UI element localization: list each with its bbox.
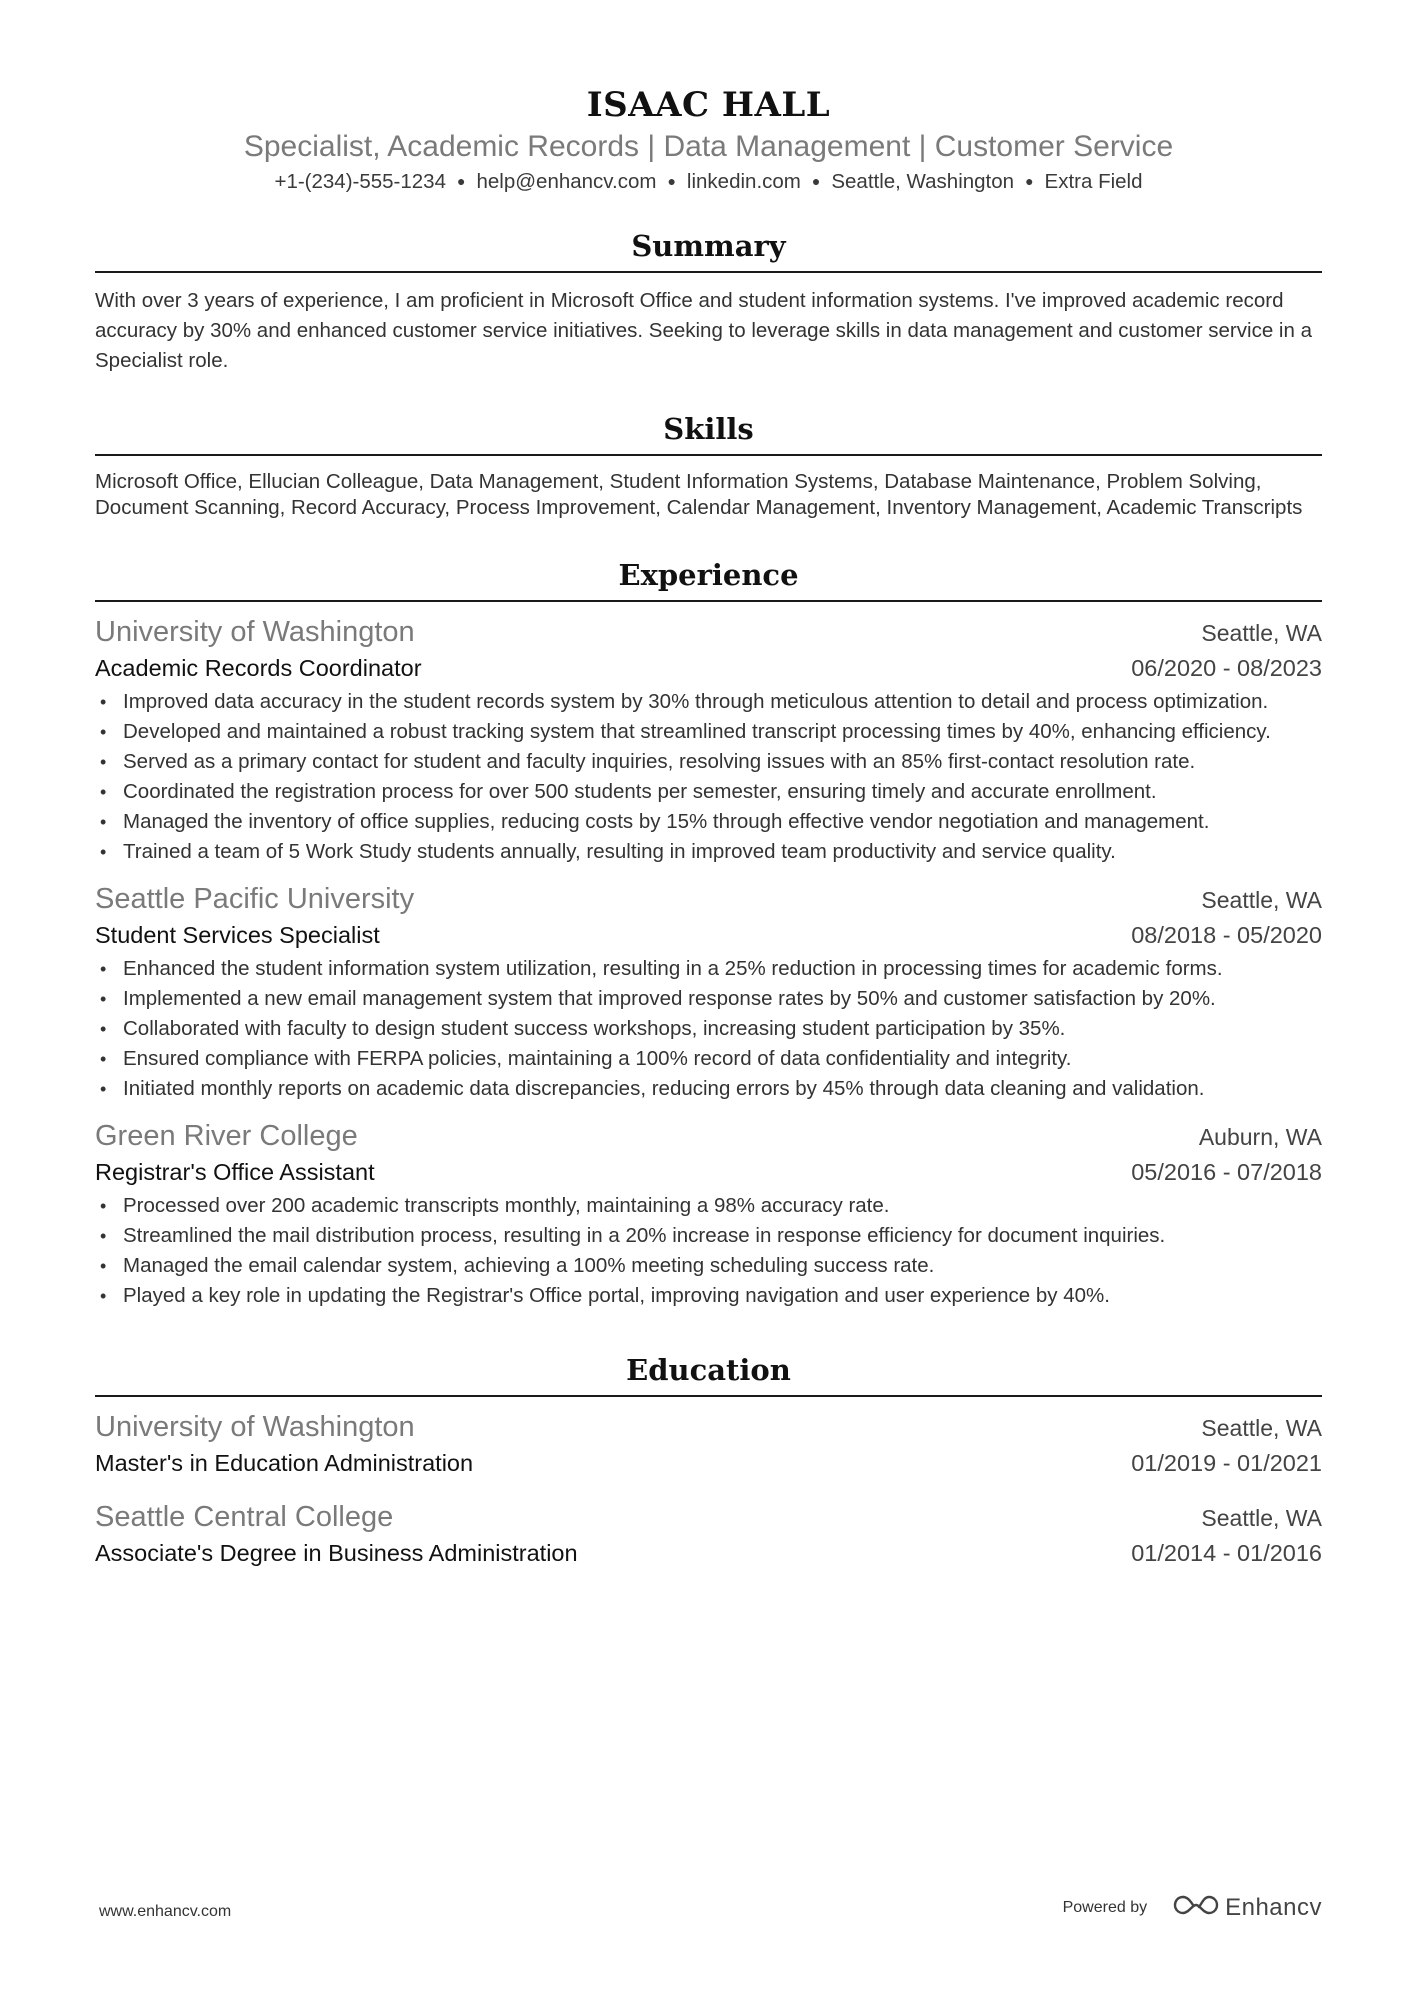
degree-name: Master's in Education Administration: [95, 1450, 474, 1476]
summary-section: [95, 227, 1322, 376]
bullet-icon: •: [100, 989, 107, 1009]
education-entry: [95, 1498, 1322, 1570]
list-item: • Initiated monthly reports on academic data discrepancies, reducing errors by 45% through data cleaning and validation.: [95, 1074, 1322, 1104]
job-title: Student Services Specialist: [95, 922, 380, 948]
experience-entry: [95, 613, 1322, 867]
contact-line: [95, 167, 1322, 196]
summary-text: With over 3 years of experience, I am proficient in Microsoft Office and student information systems. I've improved academic record accuracy by 30% and enhanced customer service initiatives. Seeking to leverage skills in data management and customer service in a Specialist role.: [95, 289, 1312, 372]
school-name: University of Washington: [95, 1411, 415, 1443]
school-location: Seattle, WA: [1201, 1505, 1322, 1531]
contact-email[interactable]: help@enhancv.com: [476, 170, 657, 193]
section-divider: [95, 1395, 1322, 1397]
section-divider: [95, 271, 1322, 273]
job-title: Academic Records Coordinator: [95, 655, 422, 681]
list-item: • Streamlined the mail distribution process, resulting in a 20% increase in response efficiency for document inquiries.: [95, 1221, 1322, 1251]
degree-name: Associate's Degree in Business Administration: [95, 1540, 578, 1566]
list-item: • Trained a team of 5 Work Study students annually, resulting in improved team productivity and service quality.: [95, 837, 1322, 867]
bullet-icon: •: [100, 1226, 107, 1246]
experience-entry: [95, 1117, 1322, 1311]
separator-dot-icon: ●: [667, 173, 676, 189]
bullet-icon: •: [100, 812, 107, 832]
powered-by-label: Powered by: [1062, 1898, 1148, 1916]
employer-name: University of Washington: [95, 616, 415, 648]
employer-name: Seattle Pacific University: [95, 883, 415, 915]
contact-phone[interactable]: +1-(234)-555-1234: [274, 170, 446, 193]
employer-name: Green River College: [95, 1120, 358, 1152]
list-item: • Improved data accuracy in the student records system by 30% through meticulous attention to detail and process optimization.: [95, 687, 1322, 717]
education-entry: [95, 1408, 1322, 1480]
section-divider: [95, 600, 1322, 602]
section-title-experience: Experience: [618, 558, 799, 592]
bullet-icon: •: [100, 692, 107, 712]
separator-dot-icon: ●: [457, 173, 466, 189]
contact-extra-field: Extra Field: [1044, 170, 1143, 193]
list-item: • Coordinated the registration process for over 500 students per semester, ensuring timely and accurate enrollment.: [95, 777, 1322, 807]
list-item: • Managed the inventory of office supplies, reducing costs by 15% through effective vendor negotiation and management.: [95, 807, 1322, 837]
education-dates: 01/2019 - 01/2021: [1131, 1450, 1322, 1476]
footer-branding[interactable]: [1063, 1893, 1322, 1922]
bullet-icon: •: [100, 1196, 107, 1216]
list-item: • Processed over 200 academic transcripts monthly, maintaining a 98% accuracy rate.: [95, 1191, 1322, 1221]
job-dates: 05/2016 - 07/2018: [1131, 1159, 1322, 1185]
candidate-name: ISAAC HALL: [586, 85, 831, 125]
section-title-skills: Skills: [663, 412, 754, 446]
bullet-icon: •: [100, 782, 107, 802]
school-name: Seattle Central College: [95, 1501, 394, 1533]
enhancv-brand-text: Enhancv: [1225, 1893, 1322, 1921]
achievement-list: [95, 954, 1322, 1104]
job-title: Registrar's Office Assistant: [95, 1159, 375, 1185]
contact-location: Seattle, Washington: [831, 170, 1015, 193]
list-item: • Collaborated with faculty to design student success workshops, increasing student participation by 35%.: [95, 1014, 1322, 1044]
list-item: • Enhanced the student information system utilization, resulting in a 25% reduction in processing times for academic forms.: [95, 954, 1322, 984]
section-title-summary: Summary: [631, 229, 786, 263]
section-title-education: Education: [626, 1353, 791, 1387]
employer-location: Auburn, WA: [1198, 1124, 1322, 1150]
bullet-icon: •: [100, 722, 107, 742]
education-dates: 01/2014 - 01/2016: [1131, 1540, 1322, 1566]
achievement-list: [95, 687, 1322, 867]
footer-website-link[interactable]: www.enhancv.com: [99, 1903, 232, 1920]
bullet-icon: •: [100, 1049, 107, 1069]
bullet-icon: •: [100, 1079, 107, 1099]
bullet-icon: •: [100, 752, 107, 772]
enhancv-logo-icon: [1173, 1893, 1219, 1922]
school-location: Seattle, WA: [1201, 1415, 1322, 1441]
education-section: [95, 1351, 1322, 1570]
list-item: • Developed and maintained a robust tracking system that streamlined transcript processing times by 40%, enhancing efficiency.: [95, 717, 1322, 747]
list-item: • Managed the email calendar system, achieving a 100% meeting scheduling success rate.: [95, 1251, 1322, 1281]
separator-dot-icon: ●: [1025, 173, 1034, 189]
list-item: • Ensured compliance with FERPA policies, maintaining a 100% record of data confidentiality and integrity.: [95, 1044, 1322, 1074]
list-item: • Implemented a new email management system that improved response rates by 50% and customer satisfaction by 20%.: [95, 984, 1322, 1014]
list-item: • Played a key role in updating the Registrar's Office portal, improving navigation and user experience by 40%.: [95, 1281, 1322, 1311]
separator-dot-icon: ●: [811, 173, 821, 189]
achievement-list: [95, 1191, 1322, 1311]
skills-text: Microsoft Office, Ellucian Colleague, Data Management, Student Information Systems, Database Maintenance, Problem Solving, Document Scanning, Record Accuracy, Process Improvement, Calendar Management, Inventory Management, Academic Transcripts: [95, 470, 1303, 519]
candidate-headline: Specialist, Academic Records | Data Management | Customer Service: [243, 130, 1174, 163]
skills-section: [95, 410, 1322, 521]
job-dates: 06/2020 - 08/2023: [1131, 655, 1322, 681]
bullet-icon: •: [100, 1286, 107, 1306]
experience-entry: [95, 880, 1322, 1104]
bullet-icon: •: [100, 959, 107, 979]
experience-section: [95, 556, 1322, 1311]
bullet-icon: •: [100, 1019, 107, 1039]
bullet-icon: •: [100, 1256, 107, 1276]
employer-location: Seattle, WA: [1201, 620, 1322, 646]
employer-location: Seattle, WA: [1201, 887, 1322, 913]
bullet-icon: •: [100, 842, 107, 862]
resume-page: [95, 0, 1322, 1570]
section-divider: [95, 454, 1322, 456]
contact-linkedin[interactable]: linkedin.com: [686, 170, 801, 193]
list-item: • Served as a primary contact for student and faculty inquiries, resolving issues with an 85% first-contact resolution rate.: [95, 747, 1322, 777]
job-dates: 08/2018 - 05/2020: [1131, 922, 1322, 948]
